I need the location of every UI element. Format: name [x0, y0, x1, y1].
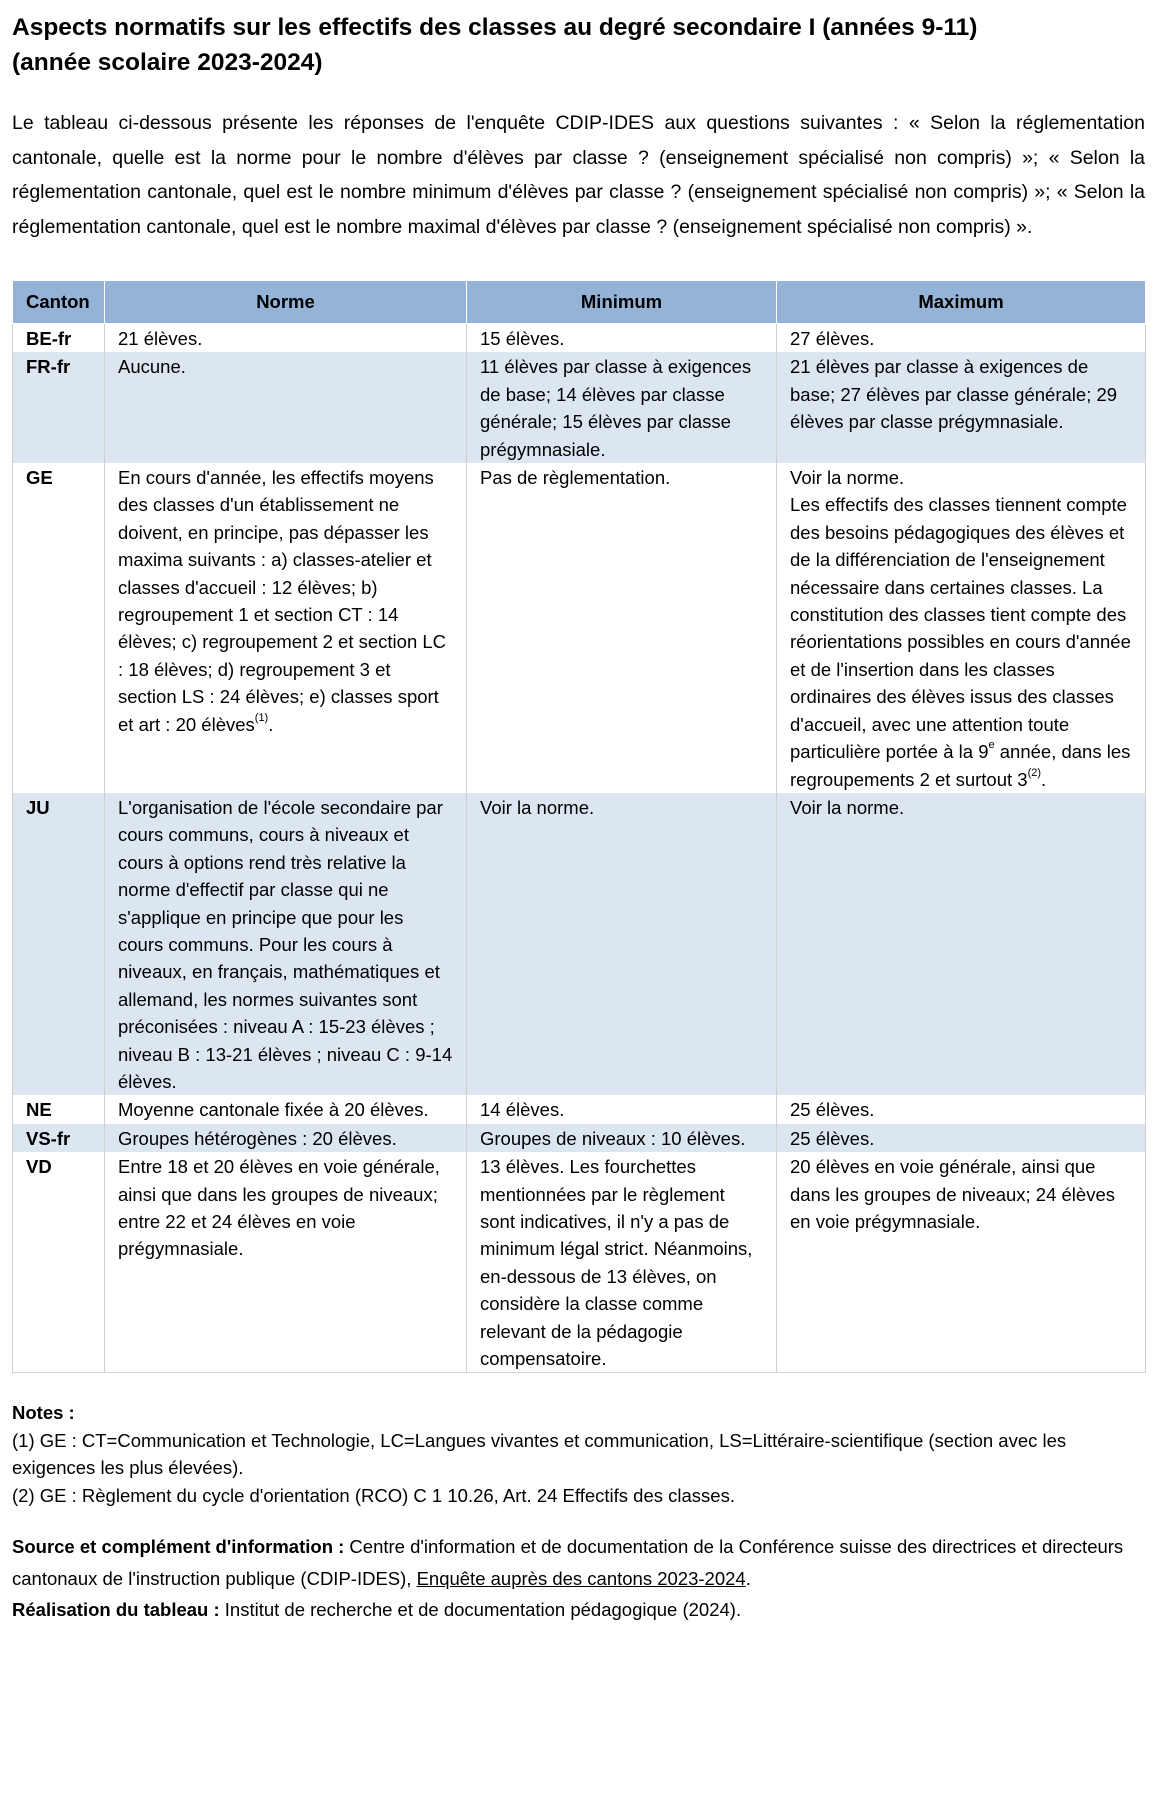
- footnote-ref-1: (1): [254, 711, 269, 724]
- page-title: [12, 10, 1145, 80]
- source-paragraph: [12, 1531, 1145, 1594]
- cell-maximum: Voir la norme.: [777, 793, 1146, 1095]
- header-norme: Norme: [105, 281, 467, 324]
- effectifs-table: [12, 280, 1146, 1373]
- title-line-2: (année scolaire 2023-2024): [12, 49, 323, 76]
- source-section: [12, 1531, 1145, 1626]
- cell-canton: JU: [13, 793, 105, 1095]
- notes-section: [12, 1399, 1145, 1509]
- cell-canton: NE: [13, 1095, 105, 1123]
- cell-norme: Moyenne cantonale fixée à 20 élèves.: [105, 1095, 467, 1123]
- cell-minimum: Pas de règlementation.: [467, 463, 777, 793]
- notes-label: Notes :: [12, 1402, 75, 1424]
- maximum-text-a: Les effectifs des classes tiennent compte des besoins pédagogiques des élèves et de la différenciation de l'enseignement nécessaire dans certaines classes. La constitution des classes tient compte des réorientations possibles en cours d'année et de l'insertion dans les classes ordinaires des élèves issus des classes d'accueil, avec une attention toute particulière portée à la 9: [790, 494, 1131, 763]
- maximum-line-1: Voir la norme.: [790, 467, 905, 489]
- cell-canton: FR-fr: [13, 352, 105, 463]
- norme-text: En cours d'année, les effectifs moyens des classes d'un établissement ne doivent, en principe, pas dépasser les maxima suivants : a) classes-atelier et classes d'accueil : 12 élèves; b) regroupement 1 et section CT : 14 élèves; c) regroupement 2 et section LC : 18 élèves; d) regroupement 3 et section LS : 24 élèves; e) classes sport et art : 20 élèves: [118, 467, 447, 735]
- table-row: [13, 1095, 1146, 1123]
- cell-maximum: [777, 463, 1146, 793]
- table-row: [13, 324, 1146, 353]
- footnote-ref-2: (2): [1027, 766, 1042, 779]
- table-row: [13, 1124, 1146, 1152]
- realisation-text: Institut de recherche et de documentation pédagogique (2024).: [219, 1599, 742, 1621]
- note-2: (2) GE : Règlement du cycle d'orientation (RCO) C 1 10.26, Art. 24 Effectifs des classes.: [12, 1484, 735, 1506]
- header-canton: Canton: [13, 281, 105, 324]
- header-maximum: Maximum: [777, 281, 1146, 324]
- cell-minimum: Voir la norme.: [467, 793, 777, 1095]
- cell-maximum: 21 élèves par classe à exigences de base; 27 élèves par classe générale; 29 élèves par classe prégymnasiale.: [777, 352, 1146, 463]
- cell-canton: VS-fr: [13, 1124, 105, 1152]
- cell-canton: BE-fr: [13, 324, 105, 353]
- cell-norme: Aucune.: [105, 352, 467, 463]
- cell-maximum: 25 élèves.: [777, 1095, 1146, 1123]
- cell-minimum: Groupes de niveaux : 10 élèves.: [467, 1124, 777, 1152]
- table-header-row: [13, 281, 1146, 324]
- cell-canton: VD: [13, 1152, 105, 1373]
- cell-minimum: 15 élèves.: [467, 324, 777, 353]
- cell-norme: 21 élèves.: [105, 324, 467, 353]
- cell-norme: L'organisation de l'école secondaire par cours communs, cours à niveaux et cours à options rend très relative la norme d'effectif par classe qui ne s'applique en principe que pour les cours communs. Pour les cours à niveaux, en français, mathématiques et allemand, les normes suivantes sont préconisées : niveau A : 15-23 élèves ; niveau B : 13-21 élèves ; niveau C : 9-14 élèves.: [105, 793, 467, 1095]
- cell-maximum: 20 élèves en voie générale, ainsi que dans les groupes de niveaux; 24 élèves en voie prégymnasiale.: [777, 1152, 1146, 1373]
- realisation-paragraph: [12, 1594, 1145, 1626]
- cell-minimum: 14 élèves.: [467, 1095, 777, 1123]
- ordinal-suffix: e: [988, 739, 995, 752]
- table-row: [13, 463, 1146, 793]
- table-row: [13, 793, 1146, 1095]
- source-label: Source et complément d'information :: [12, 1536, 345, 1558]
- note-1: (1) GE : CT=Communication et Technologie, LC=Langues vivantes et communication, LS=Littéraire-scientifique (section avec les exigences les plus élevées).: [12, 1429, 1067, 1479]
- source-end: .: [745, 1567, 751, 1589]
- realisation-label: Réalisation du tableau :: [12, 1599, 220, 1621]
- cell-maximum: 25 élèves.: [777, 1124, 1146, 1152]
- cell-norme: [105, 463, 467, 793]
- maximum-end: .: [1041, 768, 1047, 790]
- title-line-1: Aspects normatifs sur les effectifs des classes au degré secondaire I (années 9-11): [12, 14, 978, 41]
- cell-minimum: 11 élèves par classe à exigences de base; 14 élèves par classe générale; 15 élèves par classe prégymnasiale.: [467, 352, 777, 463]
- header-minimum: Minimum: [467, 281, 777, 324]
- table-row: [13, 1152, 1146, 1373]
- table-row: [13, 352, 1146, 463]
- source-text: Centre d'information et de documentation de la Conférence suisse des directrices et directeurs cantonaux de l'instruction publique (CDIP-IDES),: [12, 1536, 1124, 1589]
- cell-canton: GE: [13, 463, 105, 793]
- intro-paragraph: Le tableau ci-dessous présente les réponses de l'enquête CDIP-IDES aux questions suivantes : « Selon la réglementation cantonale, quelle est la norme pour le nombre d'élèves par classe ? (enseignement spécialisé non compris) »; « Selon la réglementation cantonale, quel est le nombre minimum d'élèves par classe ? (enseignement spécialisé non compris) »; « Selon la réglementation cantonale, quel est le nombre maximal d'élèves par classe ? (enseignement spécialisé non compris) ».: [12, 112, 1145, 238]
- document-page: [12, 0, 1145, 1626]
- survey-link[interactable]: Enquête auprès des cantons 2023-2024: [416, 1567, 746, 1589]
- cell-minimum: 13 élèves. Les fourchettes mentionnées par le règlement sont indicatives, il n'y a pas de minimum légal strict. Néanmoins, en-dessous de 13 élèves, on considère la classe comme relevant de la pédagogie compensatoire.: [467, 1152, 777, 1373]
- cell-maximum: 27 élèves.: [777, 324, 1146, 353]
- maximum-text-b: année, dans les regroupements 2 et surtout 3: [790, 741, 1131, 790]
- cell-norme: Entre 18 et 20 élèves en voie générale, ainsi que dans les groupes de niveaux; entre 22 et 24 élèves en voie prégymnasiale.: [105, 1152, 467, 1373]
- norme-end: .: [268, 713, 274, 735]
- cell-norme: Groupes hétérogènes : 20 élèves.: [105, 1124, 467, 1152]
